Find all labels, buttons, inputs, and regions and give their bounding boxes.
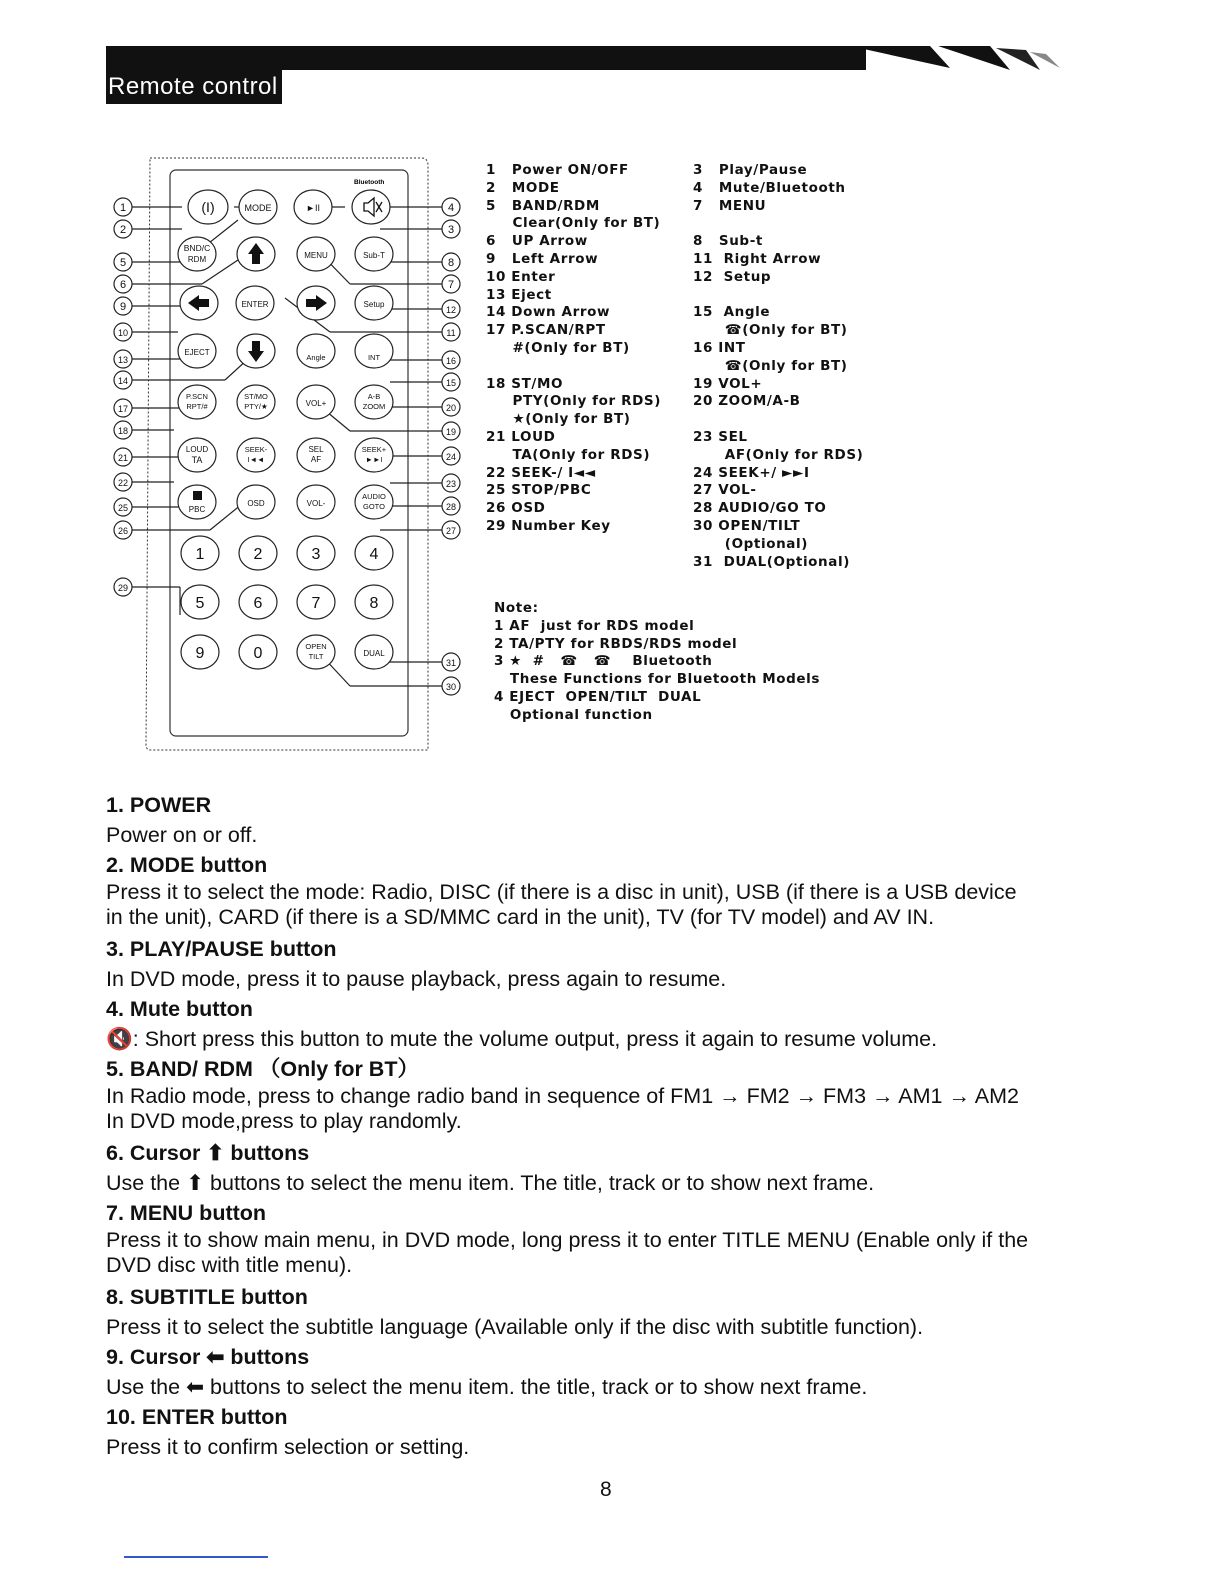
stop-icon <box>193 491 202 500</box>
stmo-label: ST/MO <box>244 392 268 401</box>
section-heading: 9. Cursor ⬅ buttons <box>106 1345 310 1369</box>
callout-10: 10 <box>117 328 129 338</box>
osd-label: OSD <box>247 499 265 508</box>
legend-left-line: 9 Left Arrow <box>486 250 599 267</box>
footer-line <box>124 1556 268 1558</box>
legend-right-line: (Optional) <box>693 535 808 552</box>
section-heading: 8. SUBTITLE button <box>106 1285 308 1309</box>
legend-right-line <box>693 287 863 305</box>
section-heading: 4. Mute button <box>106 997 253 1021</box>
ab-label: A-B <box>367 392 381 401</box>
legend-left-line: 25 STOP/PBC <box>486 482 592 499</box>
callout-9: 9 <box>119 301 127 313</box>
page-title: Remote control <box>106 70 282 104</box>
legend-right <box>693 162 863 571</box>
callout-5: 5 <box>119 257 127 269</box>
callout-12: 12 <box>445 305 457 315</box>
mute-button <box>352 190 390 224</box>
num2-label: 2 <box>253 546 263 563</box>
num6-label: 6 <box>253 595 263 612</box>
stop-sub-label: PBC <box>188 505 206 514</box>
callout-27: 27 <box>445 526 457 536</box>
section-text-line: Use the ⬅ buttons to select the menu item. the title, track or to show next frame. <box>106 1375 868 1399</box>
section-text-line: In DVD mode, press it to pause playback, press again to resume. <box>106 967 727 991</box>
section-heading: 10. ENTER button <box>106 1405 288 1429</box>
callout-8: 8 <box>447 257 455 269</box>
callout-28: 28 <box>445 502 457 512</box>
legend-right-line: 16 INT <box>693 339 746 356</box>
callout-15: 15 <box>445 378 457 388</box>
open-sub-label: TILT <box>308 652 324 661</box>
callout-29: 29 <box>117 583 129 593</box>
legend-right-line: 27 VOL- <box>693 482 757 499</box>
section-text-line: In Radio mode, press to change radio band in sequence of FM1 → FM2 → FM3 → AM1 → AM2 <box>106 1084 1019 1108</box>
legend-left-line: 13 Eject <box>486 286 552 303</box>
bluetooth-label: Bluetooth <box>354 179 385 186</box>
section-heading: 7. MENU button <box>106 1201 267 1225</box>
callout-18: 18 <box>117 426 129 436</box>
pscn-sub-label: RPT/# <box>186 402 208 411</box>
callout-26: 26 <box>117 526 129 536</box>
audio-label: AUDIO <box>362 492 386 501</box>
remote-diagram <box>110 150 470 760</box>
legend-left-line: 18 ST/MO <box>486 375 564 392</box>
subt-label: Sub-T <box>363 251 385 260</box>
legend-left-line: 26 OSD <box>486 500 546 517</box>
legend-left-line: TA(Only for RDS) <box>486 446 651 463</box>
num4-label: 4 <box>369 546 379 563</box>
voldn-label: VOL- <box>306 499 326 508</box>
section-text-line: Use the ⬆ buttons to select the menu item. The title, track or to show next frame. <box>106 1171 875 1195</box>
section-heading: 1. POWER <box>106 793 212 817</box>
play-pause-label: ►II <box>306 203 320 213</box>
legend-right-line: 31 DUAL(Optional) <box>693 553 850 570</box>
legend-left-line: 1 Power ON/OFF <box>486 162 629 178</box>
callout-16: 16 <box>445 356 457 366</box>
legend-left-line: 2 MODE <box>486 179 560 196</box>
loud-label: LOUD <box>185 445 209 454</box>
legend-left <box>486 162 661 536</box>
pscn-label: P.SCN <box>186 392 208 401</box>
seekm-sub-label: I◄◄ <box>247 455 265 464</box>
legend-right-line: ☎(Only for BT) <box>693 357 848 374</box>
volup-label: VOL+ <box>305 399 327 408</box>
callout-1: 1 <box>119 202 127 214</box>
legend-right-line <box>693 215 863 233</box>
note-line: Note: <box>494 600 539 616</box>
section-text-line: DVD disc with title menu). <box>106 1253 353 1277</box>
section-heading: 2. MODE button <box>106 853 268 877</box>
section-text-line: Power on or off. <box>106 823 258 847</box>
section-text-line: in the unit), CARD (if there is a SD/MMC card in the unit), TV (for TV model) and AV IN. <box>106 905 935 929</box>
note-line: 3 ★ # ☎ ☎ Bluetooth <box>494 653 713 670</box>
eject-label: EJECT <box>184 348 210 357</box>
band-label: BND/C <box>183 243 211 253</box>
legend-left-line: PTY(Only for RDS) <box>486 393 661 410</box>
legend-right-line: 11 Right Arrow <box>693 250 822 267</box>
legend-right-line: 30 OPEN/TILT <box>693 517 801 534</box>
num5-label: 5 <box>195 595 205 612</box>
seekm-label: SEEK- <box>244 445 268 454</box>
legend-left-line: Clear(Only for BT) <box>486 215 661 232</box>
note-line: 4 EJECT OPEN/TILT DUAL <box>494 688 702 705</box>
callout-3: 3 <box>447 224 455 236</box>
legend-right-line: 3 Play/Pause <box>693 162 808 178</box>
seekp-sub-label: ►►I <box>365 455 383 464</box>
seekp-label: SEEK+ <box>361 445 387 454</box>
audio-sub-label: GOTO <box>363 502 385 511</box>
header-bar <box>106 46 866 70</box>
section-heading: 5. BAND/ RDM （Only for BT） <box>106 1057 419 1081</box>
section-text <box>106 1228 1116 1278</box>
section-text-line: Press it to confirm selection or setting. <box>106 1435 470 1459</box>
int-button <box>355 334 393 368</box>
section-text-line: In DVD mode,press to play randomly. <box>106 1109 462 1133</box>
callout-31: 31 <box>445 658 457 668</box>
legend-left-line: 21 LOUD <box>486 428 556 445</box>
section-text <box>106 820 1116 850</box>
setup-label: Setup <box>363 300 385 309</box>
note-line: Optional function <box>494 706 653 723</box>
section-text <box>106 1168 1116 1198</box>
section-text-line: Press it to select the mode: Radio, DISC (if there is a disc in unit), USB (if there is a USB device <box>106 880 1017 904</box>
callout-30: 30 <box>445 682 457 692</box>
section-heading: 3. PLAY/PAUSE button <box>106 937 337 961</box>
note-block <box>494 600 820 725</box>
section-text <box>106 880 1116 930</box>
note-line: 2 TA/PTY for RBDS/RDS model <box>494 635 738 652</box>
remote-buttons <box>178 190 393 669</box>
ab-sub-label: ZOOM <box>362 402 386 411</box>
open-label: OPEN <box>305 642 327 651</box>
num3-label: 3 <box>311 546 321 563</box>
legend-right-line: 15 Angle <box>693 304 771 321</box>
callout-22: 22 <box>117 478 129 488</box>
legend-right-line: 8 Sub-t <box>693 233 763 250</box>
section-text <box>106 964 1116 994</box>
band-sub-label: RDM <box>187 255 207 264</box>
callout-25: 25 <box>117 503 129 513</box>
callout-23: 23 <box>445 479 457 489</box>
legend-left-line <box>486 358 661 376</box>
callout-11: 11 <box>446 328 456 338</box>
section-text <box>106 1372 1116 1402</box>
callout-19: 19 <box>445 427 457 437</box>
legend-right-line: ☎(Only for BT) <box>693 322 848 339</box>
descriptions <box>106 790 1116 1462</box>
legend-right-line: 19 VOL+ <box>693 375 763 392</box>
legend-left-line: 17 P.SCAN/RPT <box>486 322 606 339</box>
legend-right-line: 28 AUDIO/GO TO <box>693 500 827 517</box>
stmo-sub-label: PTY/★ <box>244 402 268 411</box>
loud-sub-label: TA <box>191 455 203 465</box>
section-text <box>106 1084 1116 1134</box>
callout-lines <box>132 207 442 686</box>
legend-left-line: 5 BAND/RDM <box>486 197 600 214</box>
legend-left-line: 22 SEEK-/ I◄◄ <box>486 464 596 481</box>
legend-left-line: #(Only for BT) <box>486 339 630 356</box>
callout-20: 20 <box>445 403 457 413</box>
section-heading: 6. Cursor ⬆ buttons <box>106 1141 310 1165</box>
legend-left-line: 10 Enter <box>486 268 556 285</box>
angle-label: Angle <box>306 353 326 362</box>
page-number: 8 <box>600 1478 612 1501</box>
note-line: These Functions for Bluetooth Models <box>494 671 820 688</box>
legend-right-line <box>693 411 863 429</box>
legend-right-line: AF(Only for RDS) <box>693 446 864 463</box>
callout-24: 24 <box>445 452 457 462</box>
num0-label: 0 <box>253 645 263 662</box>
legend-right-line: 12 Setup <box>693 268 772 285</box>
num7-label: 7 <box>311 595 321 612</box>
section-text <box>106 1312 1116 1342</box>
section-text <box>106 1432 1116 1462</box>
legend-right-line: 20 ZOOM/A-B <box>693 393 801 410</box>
menu-label: MENU <box>304 251 328 260</box>
legend-left-line: ★(Only for BT) <box>486 411 631 428</box>
section-text-line: Press it to select the subtitle language (Available only if the disc with subtitle function). <box>106 1315 924 1339</box>
callout-6: 6 <box>119 279 127 291</box>
callout-14: 14 <box>117 376 129 386</box>
power-label: (I) <box>201 199 215 215</box>
legend-right-line: 23 SEL <box>693 428 748 445</box>
sel-sub-label: AF <box>310 455 322 464</box>
section-text <box>106 1024 1116 1054</box>
enter-label: ENTER <box>241 300 269 309</box>
legend-right-line: 7 MENU <box>693 197 767 214</box>
callout-2: 2 <box>119 224 127 236</box>
section-text-line: Press it to show main menu, in DVD mode, long press it to enter TITLE MENU (Enable only if the <box>106 1228 1029 1252</box>
mode-label: MODE <box>244 203 272 213</box>
num9-label: 9 <box>195 645 205 662</box>
callout-17: 17 <box>117 404 129 414</box>
note-line: 1 AF just for RDS model <box>494 617 695 634</box>
num8-label: 8 <box>369 595 379 612</box>
callout-7: 7 <box>447 279 455 291</box>
dual-label: DUAL <box>363 649 385 658</box>
callout-4: 4 <box>447 202 455 214</box>
angle-button <box>297 334 335 368</box>
callout-21: 21 <box>117 453 129 463</box>
legend-left-line: 14 Down Arrow <box>486 304 611 321</box>
legend-right-line: 24 SEEK+/ ►►I <box>693 464 810 481</box>
sel-label: SEL <box>308 445 324 454</box>
callout-13: 13 <box>117 355 129 365</box>
num1-label: 1 <box>195 546 205 563</box>
legend-right-line: 4 Mute/Bluetooth <box>693 179 846 196</box>
legend-left-line: 29 Number Key <box>486 517 611 534</box>
section-text-line: 🔇: Short press this button to mute the volume output, press it again to resume volume. <box>106 1027 938 1051</box>
header-stripes <box>850 44 1090 84</box>
legend-left-line: 6 UP Arrow <box>486 233 588 250</box>
int-label: INT <box>367 353 381 362</box>
